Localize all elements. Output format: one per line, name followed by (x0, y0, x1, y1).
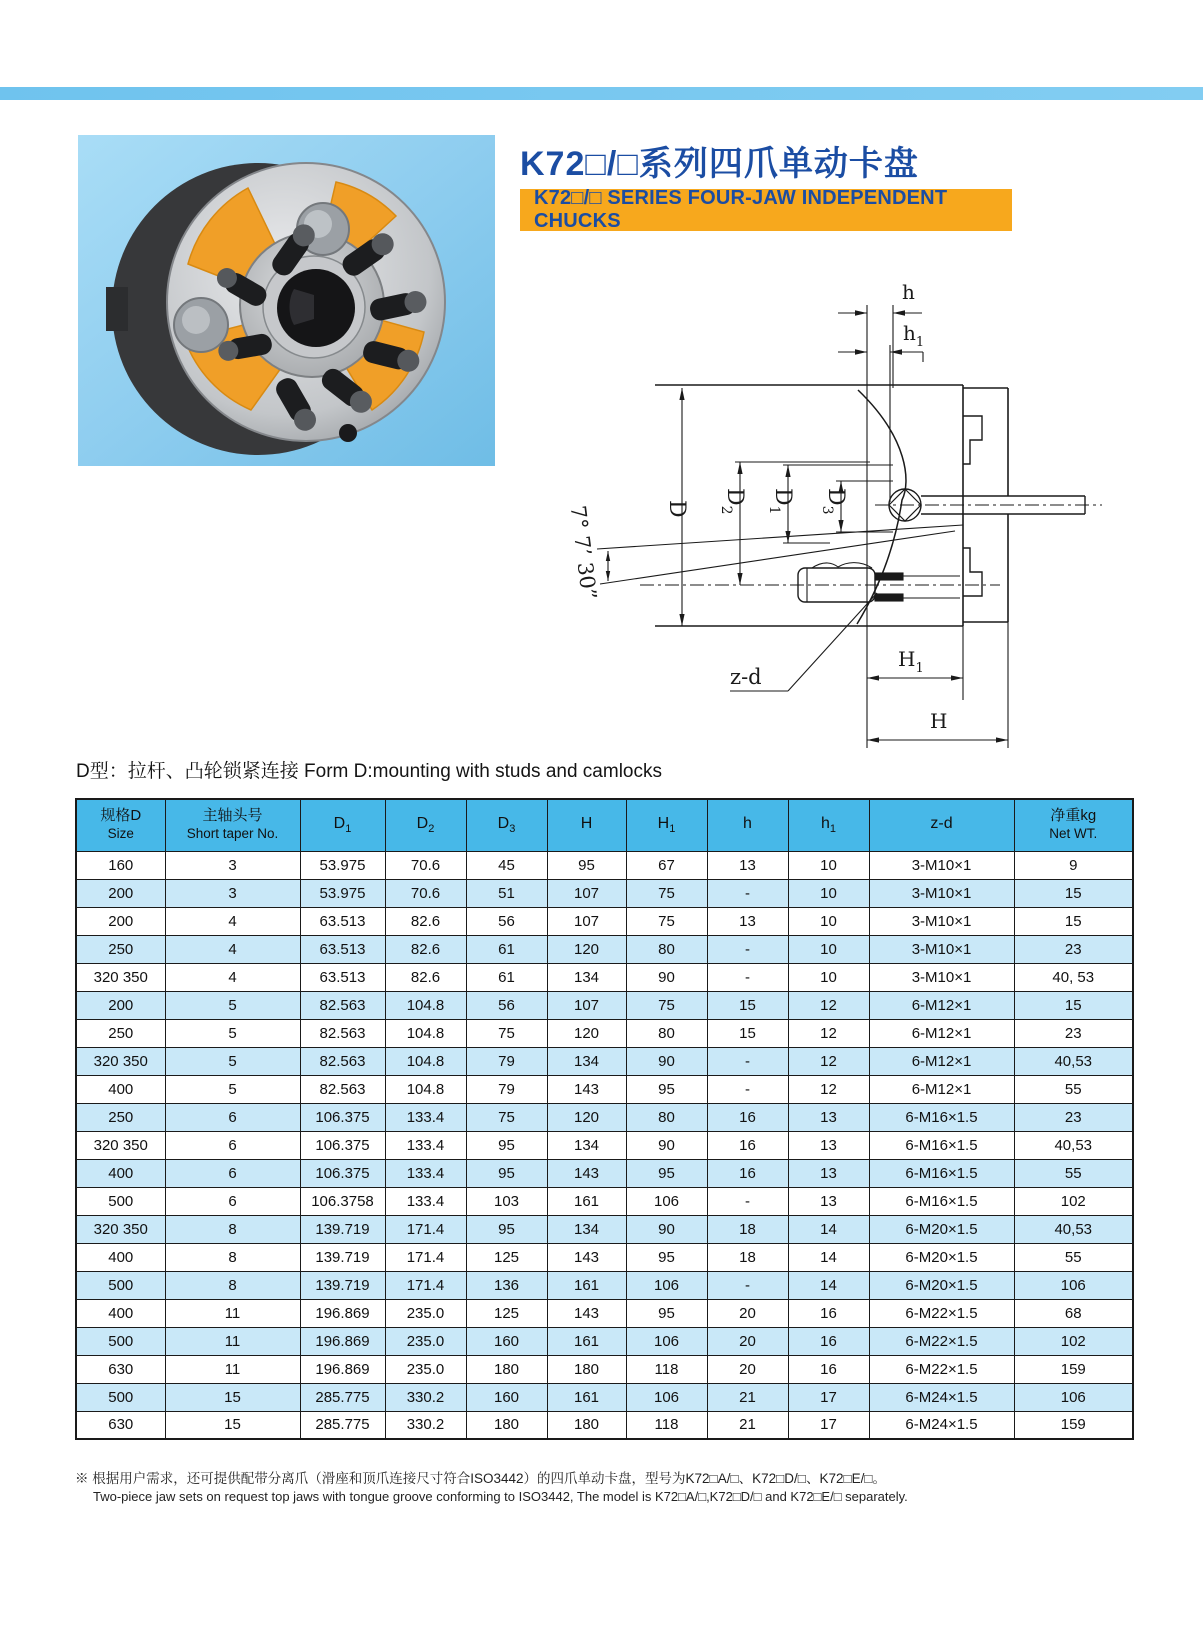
table-row (76, 1075, 1133, 1103)
table-cell: 143 (547, 1075, 626, 1103)
col-h1: $h_1$ (788, 799, 869, 851)
table-cell: 320 350 (76, 1131, 165, 1159)
table-cell: 5 (165, 1075, 300, 1103)
table-cell: 3 (165, 879, 300, 907)
table-cell: 17 (788, 1383, 869, 1411)
table-cell: 70.6 (385, 851, 466, 879)
table-cell: 330.2 (385, 1411, 466, 1439)
chuck-photo-illustration (78, 135, 495, 466)
table-cell: 6-M12×1 (869, 991, 1014, 1019)
table-cell: 79 (466, 1075, 547, 1103)
table-cell: 68 (1014, 1299, 1133, 1327)
table-cell: 5 (165, 1047, 300, 1075)
table-cell: 13 (788, 1103, 869, 1131)
table-cell: 16 (707, 1159, 788, 1187)
table-cell: 143 (547, 1243, 626, 1271)
dim-label-H: H (930, 709, 948, 733)
table-cell: 11 (165, 1327, 300, 1355)
table-cell: 15 (707, 991, 788, 1019)
table-cell: 134 (547, 1215, 626, 1243)
table-cell: 56 (466, 991, 547, 1019)
table-cell: 16 (788, 1327, 869, 1355)
table-cell: 136 (466, 1271, 547, 1299)
table-cell: 6-M16×1.5 (869, 1103, 1014, 1131)
col-h-cap: H (547, 799, 626, 851)
table-cell: 107 (547, 879, 626, 907)
table-cell: 82.563 (300, 991, 385, 1019)
table-cell: 180 (547, 1411, 626, 1439)
table-cell: 12 (788, 1047, 869, 1075)
title-banner (520, 189, 1012, 231)
table-cell: 90 (626, 1215, 707, 1243)
table-cell: 95 (466, 1159, 547, 1187)
table-cell: 104.8 (385, 1019, 466, 1047)
dim-label-h1: $h_1$ (903, 321, 925, 350)
table-cell: 400 (76, 1075, 165, 1103)
table-cell: 45 (466, 851, 547, 879)
table-cell: 82.563 (300, 1075, 385, 1103)
table-cell: 82.6 (385, 963, 466, 991)
table-cell: 500 (76, 1187, 165, 1215)
table-cell: 400 (76, 1159, 165, 1187)
table-cell: 55 (1014, 1243, 1133, 1271)
table-row (76, 851, 1133, 879)
table-cell: 95 (466, 1215, 547, 1243)
table-cell: 95 (466, 1131, 547, 1159)
footnote-en: Two-piece jaw sets on request top jaws with tongue groove conforming to ISO3442, The model is K72□A/□,K72□D/□ and K72□E/□ separately. (93, 1489, 908, 1505)
table-cell: 161 (547, 1271, 626, 1299)
table-cell: 6 (165, 1103, 300, 1131)
table-cell: 6 (165, 1187, 300, 1215)
table-cell: 3-M10×1 (869, 879, 1014, 907)
table-cell: 15 (707, 1019, 788, 1047)
table-cell: 10 (788, 851, 869, 879)
table-cell: 6-M12×1 (869, 1019, 1014, 1047)
table-row (76, 1019, 1133, 1047)
table-cell: 10 (788, 879, 869, 907)
table-cell: - (707, 963, 788, 991)
table-row (76, 1103, 1133, 1131)
table-cell: 21 (707, 1411, 788, 1439)
table-cell: 120 (547, 1019, 626, 1047)
table-cell: 15 (165, 1411, 300, 1439)
table-cell: 104.8 (385, 1075, 466, 1103)
table-cell: 500 (76, 1383, 165, 1411)
top-accent-bar (0, 87, 1203, 100)
table-cell: 106 (626, 1327, 707, 1355)
table-row (76, 1187, 1133, 1215)
table-cell: 106 (1014, 1271, 1133, 1299)
table-cell: 95 (626, 1243, 707, 1271)
col-d2: $D_2$ (385, 799, 466, 851)
table-cell: 139.719 (300, 1271, 385, 1299)
table-cell: 56 (466, 907, 547, 935)
table-cell: 95 (626, 1299, 707, 1327)
table-cell: - (707, 935, 788, 963)
table-cell: 15 (1014, 907, 1133, 935)
table-cell: 320 350 (76, 1215, 165, 1243)
table-cell: 15 (1014, 991, 1133, 1019)
table-cell: 133.4 (385, 1159, 466, 1187)
table-cell: 180 (466, 1355, 547, 1383)
table-row (76, 1215, 1133, 1243)
table-cell: 82.6 (385, 935, 466, 963)
angle-label: 7° 7’ 30” (565, 504, 602, 601)
table-cell: 11 (165, 1299, 300, 1327)
table-cell: 13 (788, 1159, 869, 1187)
table-cell: 75 (626, 907, 707, 935)
table-cell: 107 (547, 907, 626, 935)
table-cell: 159 (1014, 1411, 1133, 1439)
dim-label-D1: $D_1$ (766, 488, 795, 515)
table-cell: 103 (466, 1187, 547, 1215)
table-cell: 12 (788, 991, 869, 1019)
table-cell: 23 (1014, 1103, 1133, 1131)
table-cell: 120 (547, 1103, 626, 1131)
table-cell: 51 (466, 879, 547, 907)
table-cell: 14 (788, 1271, 869, 1299)
table-cell: 13 (707, 907, 788, 935)
table-cell: 20 (707, 1355, 788, 1383)
table-cell: 16 (788, 1355, 869, 1383)
table-row (76, 1411, 1133, 1439)
table-cell: 161 (547, 1327, 626, 1355)
table-cell: 18 (707, 1215, 788, 1243)
footnote-zh: ※ 根据用户需求，还可提供配带分离爪（滑座和顶爪连接尺寸符合ISO3442）的四爪单动卡盘，型号为K72□A/□、K72□D/□、K72□E/□。 (75, 1471, 887, 1486)
table-cell: 23 (1014, 935, 1133, 963)
table-cell: 16 (707, 1131, 788, 1159)
table-cell: 23 (1014, 1019, 1133, 1047)
table-cell: 106.375 (300, 1103, 385, 1131)
table-cell: - (707, 1075, 788, 1103)
table-cell: 630 (76, 1411, 165, 1439)
table-cell: 6 (165, 1131, 300, 1159)
table-cell: 171.4 (385, 1215, 466, 1243)
table-cell: 80 (626, 935, 707, 963)
table-cell: 11 (165, 1355, 300, 1383)
table-cell: 10 (788, 963, 869, 991)
table-cell: 9 (1014, 851, 1133, 879)
table-cell: 200 (76, 907, 165, 935)
table-row (76, 1159, 1133, 1187)
table-cell: 400 (76, 1243, 165, 1271)
table-cell: 79 (466, 1047, 547, 1075)
table-cell: 17 (788, 1411, 869, 1439)
table-cell: 500 (76, 1271, 165, 1299)
table-row (76, 935, 1133, 963)
table-cell: 106 (626, 1383, 707, 1411)
table-cell: 102 (1014, 1327, 1133, 1355)
table-cell: 40,53 (1014, 1047, 1133, 1075)
header-row (76, 799, 1133, 851)
table-cell: 40, 53 (1014, 963, 1133, 991)
table-cell: 4 (165, 907, 300, 935)
table-cell: 90 (626, 1131, 707, 1159)
table-cell: 6-M20×1.5 (869, 1271, 1014, 1299)
table-cell: 4 (165, 935, 300, 963)
chuck-section-drawing (530, 250, 1150, 750)
table-cell: 90 (626, 1047, 707, 1075)
table-cell: 63.513 (300, 963, 385, 991)
table-row (76, 907, 1133, 935)
table-row (76, 991, 1133, 1019)
table-cell: 159 (1014, 1355, 1133, 1383)
table-cell: 13 (707, 851, 788, 879)
col-h: h (707, 799, 788, 851)
table-cell: 10 (788, 907, 869, 935)
table-cell: - (707, 1047, 788, 1075)
zd-label: z-d (730, 665, 762, 689)
table-cell: 14 (788, 1215, 869, 1243)
table-cell: 106.375 (300, 1159, 385, 1187)
table-cell: 80 (626, 1019, 707, 1047)
table-cell: 118 (626, 1355, 707, 1383)
table-cell: 12 (788, 1019, 869, 1047)
col-size: 规格D Size (76, 799, 165, 851)
table-cell: 235.0 (385, 1327, 466, 1355)
table-cell: 4 (165, 963, 300, 991)
table-cell: 320 350 (76, 963, 165, 991)
table-cell: 63.513 (300, 935, 385, 963)
table-cell: 3-M10×1 (869, 851, 1014, 879)
table-cell: 6-M16×1.5 (869, 1187, 1014, 1215)
table-cell: 500 (76, 1327, 165, 1355)
table-cell: 6-M20×1.5 (869, 1215, 1014, 1243)
table-cell: 104.8 (385, 991, 466, 1019)
table-cell: 6-M24×1.5 (869, 1411, 1014, 1439)
col-zd: z-d (869, 799, 1014, 851)
table-cell: 82.563 (300, 1047, 385, 1075)
table-cell: 133.4 (385, 1187, 466, 1215)
table-cell: 53.975 (300, 851, 385, 879)
table-cell: 125 (466, 1299, 547, 1327)
table-cell: 180 (547, 1355, 626, 1383)
table-cell: 55 (1014, 1075, 1133, 1103)
table-cell: 6 (165, 1159, 300, 1187)
table-cell: 6-M12×1 (869, 1075, 1014, 1103)
table-cell: 320 350 (76, 1047, 165, 1075)
table-cell: 95 (547, 851, 626, 879)
table-cell: 20 (707, 1299, 788, 1327)
table-cell: 180 (466, 1411, 547, 1439)
table-cell: 250 (76, 1103, 165, 1131)
table-cell: 106.3758 (300, 1187, 385, 1215)
table-cell: 6-M22×1.5 (869, 1355, 1014, 1383)
dim-label-H1: $H_1$ (898, 647, 924, 676)
table-row (76, 1271, 1133, 1299)
table-row (76, 1383, 1133, 1411)
table-cell: 196.869 (300, 1327, 385, 1355)
table-cell: 75 (466, 1103, 547, 1131)
dimension-drawing (530, 250, 1150, 750)
table-cell: 13 (788, 1131, 869, 1159)
table-cell: 61 (466, 963, 547, 991)
table-cell: 143 (547, 1159, 626, 1187)
table-cell: 3 (165, 851, 300, 879)
table-cell: 67 (626, 851, 707, 879)
table-cell: 95 (626, 1159, 707, 1187)
table-cell: 196.869 (300, 1355, 385, 1383)
table-cell: 400 (76, 1299, 165, 1327)
table-cell: 161 (547, 1187, 626, 1215)
table-cell: 235.0 (385, 1355, 466, 1383)
table-cell: 104.8 (385, 1047, 466, 1075)
table-cell: 330.2 (385, 1383, 466, 1411)
footnote (75, 1470, 1135, 1506)
table-cell: 134 (547, 1047, 626, 1075)
table-cell: 161 (547, 1383, 626, 1411)
table-cell: 160 (76, 851, 165, 879)
col-net-wt: 净重kg Net WT. (1014, 799, 1133, 851)
table-cell: 285.775 (300, 1411, 385, 1439)
table-cell: 630 (76, 1355, 165, 1383)
caption-en: Form D:mounting with studs and camlocks (304, 761, 662, 782)
table-cell: 6-M22×1.5 (869, 1327, 1014, 1355)
spec-table-container (75, 798, 1132, 1440)
table-cell: 5 (165, 991, 300, 1019)
table-cell: 133.4 (385, 1131, 466, 1159)
table-cell: 82.6 (385, 907, 466, 935)
table-cell: 14 (788, 1243, 869, 1271)
table-cell: 139.719 (300, 1215, 385, 1243)
table-cell: 53.975 (300, 879, 385, 907)
table-cell: 106 (626, 1187, 707, 1215)
product-photo (78, 135, 495, 466)
table-cell: 20 (707, 1327, 788, 1355)
table-cell: 8 (165, 1243, 300, 1271)
table-cell: 6-M20×1.5 (869, 1243, 1014, 1271)
dim-label-D: D (664, 500, 689, 518)
caption-zh: D型：拉杆、凸轮锁紧连接 (76, 761, 299, 782)
table-cell: - (707, 1271, 788, 1299)
table-row (76, 1243, 1133, 1271)
spec-table (75, 798, 1134, 1440)
table-cell: 6-M12×1 (869, 1047, 1014, 1075)
col-short-taper: 主轴头号 Short taper No. (165, 799, 300, 851)
table-cell: 40,53 (1014, 1215, 1133, 1243)
table-cell: 75 (626, 879, 707, 907)
table-cell: 160 (466, 1327, 547, 1355)
table-cell: 3-M10×1 (869, 935, 1014, 963)
page-subtitle: K72□/□ SERIES FOUR-JAW INDEPENDENT CHUCKS (534, 187, 948, 232)
table-cell: 75 (626, 991, 707, 1019)
table-cell: 75 (466, 1019, 547, 1047)
table-cell: - (707, 879, 788, 907)
table-cell: 196.869 (300, 1299, 385, 1327)
table-cell: 3-M10×1 (869, 963, 1014, 991)
table-cell: 106 (1014, 1383, 1133, 1411)
table-cell: 40,53 (1014, 1131, 1133, 1159)
table-cell: 106.375 (300, 1131, 385, 1159)
table-cell: 95 (626, 1075, 707, 1103)
table-cell: 21 (707, 1383, 788, 1411)
table-cell: 102 (1014, 1187, 1133, 1215)
table-cell: 15 (165, 1383, 300, 1411)
table-cell: 80 (626, 1103, 707, 1131)
table-cell: 16 (788, 1299, 869, 1327)
page-title: K72□/□系列四爪单动卡盘 (520, 145, 919, 183)
table-cell: 235.0 (385, 1299, 466, 1327)
table-cell: 134 (547, 963, 626, 991)
table-cell: 200 (76, 879, 165, 907)
table-cell: 63.513 (300, 907, 385, 935)
col-d1: $D_1$ (300, 799, 385, 851)
col-h1-cap: $H_1$ (626, 799, 707, 851)
table-cell: 6-M24×1.5 (869, 1383, 1014, 1411)
table-cell: 107 (547, 991, 626, 1019)
table-cell: - (707, 1187, 788, 1215)
table-cell: 171.4 (385, 1271, 466, 1299)
table-cell: 5 (165, 1019, 300, 1047)
table-row (76, 879, 1133, 907)
table-cell: 90 (626, 963, 707, 991)
dim-label-h: h (902, 280, 915, 304)
table-cell: 143 (547, 1299, 626, 1327)
table-cell: 8 (165, 1215, 300, 1243)
table-cell: 250 (76, 1019, 165, 1047)
table-row (76, 1355, 1133, 1383)
table-cell: 118 (626, 1411, 707, 1439)
table-row (76, 1047, 1133, 1075)
table-cell: 3-M10×1 (869, 907, 1014, 935)
table-cell: 18 (707, 1243, 788, 1271)
table-cell: 6-M16×1.5 (869, 1131, 1014, 1159)
table-row (76, 1131, 1133, 1159)
table-cell: 120 (547, 935, 626, 963)
table-row (76, 1299, 1133, 1327)
table-caption (76, 756, 662, 783)
table-cell: 171.4 (385, 1243, 466, 1271)
table-cell: 55 (1014, 1159, 1133, 1187)
table-cell: 12 (788, 1075, 869, 1103)
table-cell: 200 (76, 991, 165, 1019)
table-cell: 70.6 (385, 879, 466, 907)
table-cell: 139.719 (300, 1243, 385, 1271)
table-row (76, 1327, 1133, 1355)
table-cell: 6-M16×1.5 (869, 1159, 1014, 1187)
col-d3: $D_3$ (466, 799, 547, 851)
table-cell: 8 (165, 1271, 300, 1299)
table-row (76, 963, 1133, 991)
dim-label-D2: $D_2$ (718, 488, 747, 515)
table-cell: 82.563 (300, 1019, 385, 1047)
table-cell: 134 (547, 1131, 626, 1159)
table-cell: 250 (76, 935, 165, 963)
table-cell: 16 (707, 1103, 788, 1131)
table-cell: 160 (466, 1383, 547, 1411)
table-cell: 285.775 (300, 1383, 385, 1411)
table-cell: 125 (466, 1243, 547, 1271)
table-cell: 13 (788, 1187, 869, 1215)
table-cell: 15 (1014, 879, 1133, 907)
table-cell: 61 (466, 935, 547, 963)
dim-label-D3: $D_3$ (819, 488, 848, 515)
table-cell: 133.4 (385, 1103, 466, 1131)
table-cell: 10 (788, 935, 869, 963)
table-cell: 6-M22×1.5 (869, 1299, 1014, 1327)
table-cell: 106 (626, 1271, 707, 1299)
